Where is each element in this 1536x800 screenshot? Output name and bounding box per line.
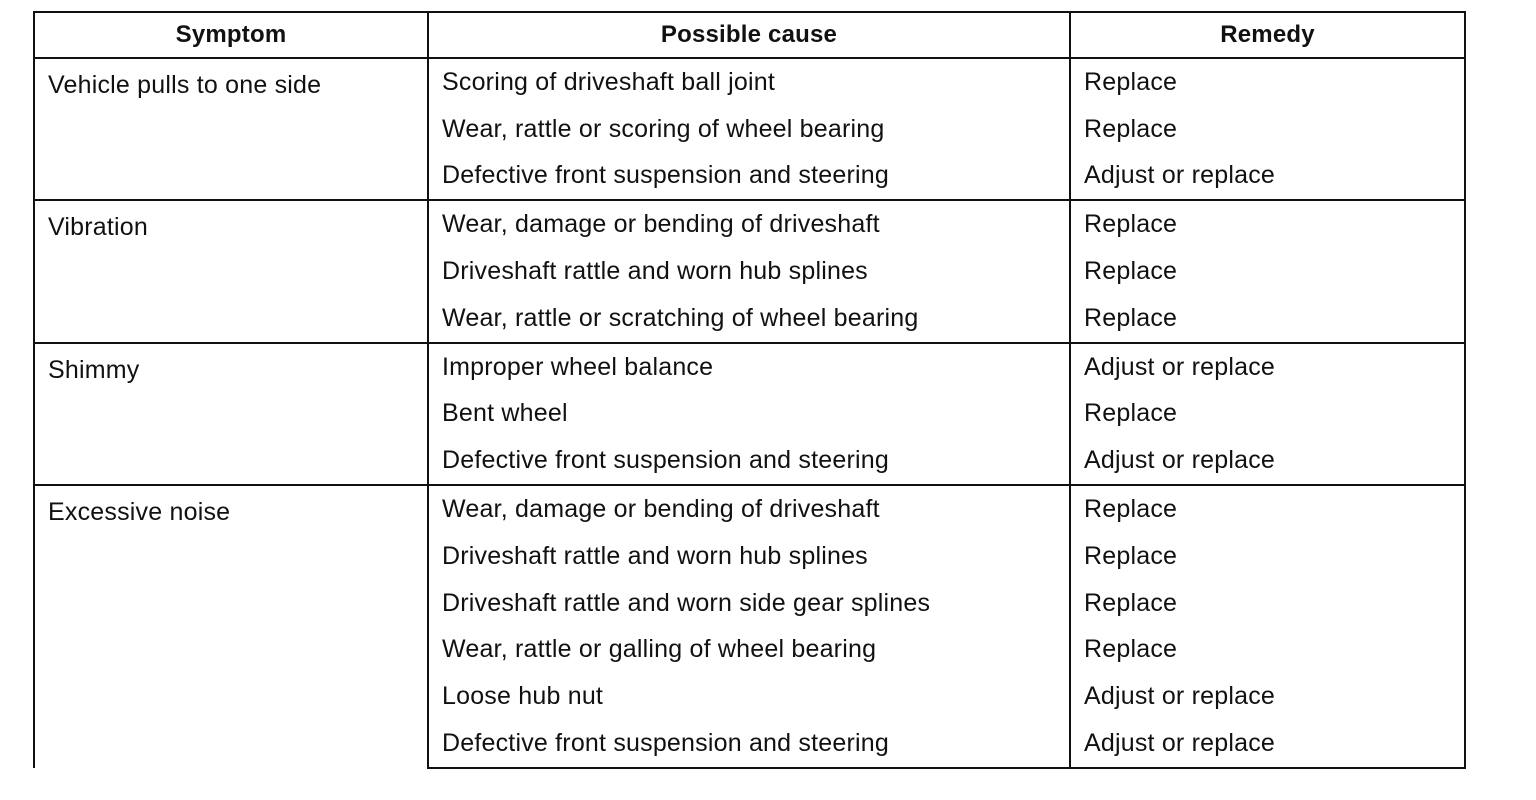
cause-cell: Defective front suspension and steering <box>428 720 1070 768</box>
symptom-cell: Shimmy <box>34 343 428 485</box>
table-row <box>34 200 1465 248</box>
cause-cell: Defective front suspension and steering <box>428 153 1070 201</box>
header-possible-cause: Possible cause <box>428 12 1070 58</box>
remedy-cell: Replace <box>1070 627 1465 674</box>
remedy-cell: Replace <box>1070 248 1465 295</box>
remedy-cell: Replace <box>1070 533 1465 580</box>
symptom-cell: Excessive noise <box>34 485 428 768</box>
remedy-cell: Replace <box>1070 391 1465 438</box>
table-header <box>34 12 1465 58</box>
remedy-cell: Replace <box>1070 580 1465 627</box>
header-row <box>34 12 1465 58</box>
remedy-cell: Replace <box>1070 485 1465 533</box>
table-row <box>34 58 1465 106</box>
cause-cell: Defective front suspension and steering <box>428 437 1070 485</box>
cause-cell: Wear, rattle or scratching of wheel bearing <box>428 295 1070 343</box>
cause-cell: Wear, rattle or scoring of wheel bearing <box>428 106 1070 153</box>
cause-cell: Driveshaft rattle and worn hub splines <box>428 248 1070 295</box>
cause-cell: Driveshaft rattle and worn hub splines <box>428 533 1070 580</box>
symptom-cell: Vibration <box>34 200 428 342</box>
cause-cell: Bent wheel <box>428 391 1070 438</box>
header-remedy: Remedy <box>1070 12 1465 58</box>
cause-cell: Wear, rattle or galling of wheel bearing <box>428 627 1070 674</box>
remedy-cell: Replace <box>1070 58 1465 106</box>
table-row <box>34 485 1465 533</box>
remedy-cell: Replace <box>1070 200 1465 248</box>
table-row <box>34 343 1465 391</box>
troubleshooting-table <box>33 11 1466 769</box>
table-body <box>34 58 1465 768</box>
remedy-cell: Adjust or replace <box>1070 153 1465 201</box>
symptom-cell: Vehicle pulls to one side <box>34 58 428 200</box>
remedy-cell: Adjust or replace <box>1070 720 1465 768</box>
remedy-cell: Replace <box>1070 106 1465 153</box>
header-symptom: Symptom <box>34 12 428 58</box>
cause-cell: Wear, damage or bending of driveshaft <box>428 200 1070 248</box>
cause-cell: Wear, damage or bending of driveshaft <box>428 485 1070 533</box>
cause-cell: Loose hub nut <box>428 673 1070 720</box>
remedy-cell: Adjust or replace <box>1070 673 1465 720</box>
remedy-cell: Replace <box>1070 295 1465 343</box>
cause-cell: Improper wheel balance <box>428 343 1070 391</box>
remedy-cell: Adjust or replace <box>1070 437 1465 485</box>
remedy-cell: Adjust or replace <box>1070 343 1465 391</box>
cause-cell: Scoring of driveshaft ball joint <box>428 58 1070 106</box>
cause-cell: Driveshaft rattle and worn side gear splines <box>428 580 1070 627</box>
